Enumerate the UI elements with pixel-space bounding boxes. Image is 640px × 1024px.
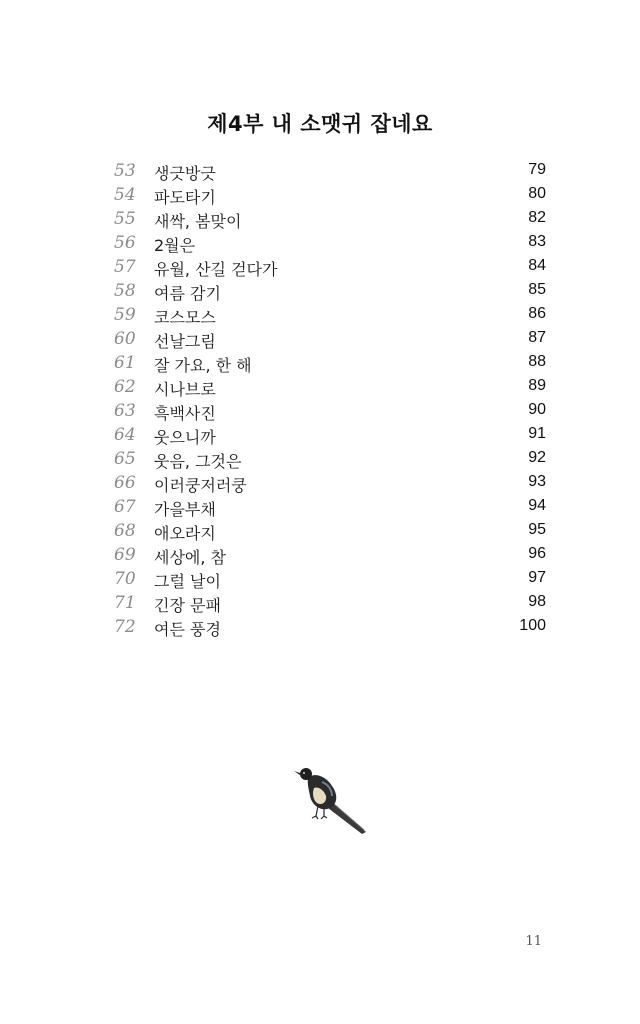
toc-entry[interactable]	[114, 352, 546, 376]
entry-title: 여든 풍경	[154, 620, 221, 639]
entry-page: 88	[528, 353, 546, 370]
entry-number: 67	[114, 497, 136, 517]
entry-title: 흑백사진	[154, 404, 216, 423]
entry-title: 긴장 문패	[154, 596, 221, 615]
entry-page: 90	[528, 401, 546, 418]
entry-title: 웃으니까	[154, 428, 216, 447]
toc-entry[interactable]	[114, 160, 546, 184]
entry-title: 파도타기	[154, 188, 216, 207]
entry-page: 89	[528, 377, 546, 394]
entry-page: 79	[528, 161, 546, 178]
entry-number: 56	[114, 233, 136, 253]
toc-entry[interactable]	[114, 232, 546, 256]
toc-entry[interactable]	[114, 304, 546, 328]
entry-page: 87	[528, 329, 546, 346]
page-number: 11	[525, 934, 542, 949]
entry-page: 84	[528, 257, 546, 274]
entry-title: 시나브로	[154, 380, 216, 399]
toc-entry[interactable]	[114, 184, 546, 208]
toc-entry[interactable]	[114, 376, 546, 400]
entry-number: 58	[114, 281, 136, 301]
entry-page: 85	[528, 281, 546, 298]
entry-title: 선날그림	[154, 332, 216, 351]
entry-page: 94	[528, 497, 546, 514]
entry-number: 54	[114, 185, 136, 205]
entry-number: 61	[114, 353, 136, 373]
section-title: 제4부 내 소맷귀 잡네요	[207, 112, 433, 136]
entry-page: 92	[528, 449, 546, 466]
entry-page: 93	[528, 473, 546, 490]
table-of-contents	[114, 160, 546, 640]
magpie-illustration	[292, 756, 372, 836]
entry-page: 91	[528, 425, 546, 442]
entry-title: 생긋방긋	[154, 164, 216, 183]
entry-number: 71	[114, 593, 136, 613]
toc-entry[interactable]	[114, 400, 546, 424]
entry-page: 95	[528, 521, 546, 538]
entry-title: 여름 감기	[154, 284, 221, 303]
entry-number: 57	[114, 257, 136, 277]
toc-entry[interactable]	[114, 328, 546, 352]
toc-entry[interactable]	[114, 472, 546, 496]
toc-entry[interactable]	[114, 424, 546, 448]
entry-title: 웃음, 그것은	[154, 452, 242, 471]
toc-entry[interactable]	[114, 208, 546, 232]
entry-title: 2월은	[154, 236, 196, 255]
entry-title: 세상에, 참	[154, 548, 226, 567]
toc-entry[interactable]	[114, 280, 546, 304]
entry-number: 70	[114, 569, 136, 589]
toc-entry[interactable]	[114, 448, 546, 472]
entry-title: 잘 가요, 한 해	[154, 356, 252, 375]
entry-number: 69	[114, 545, 136, 565]
entry-number: 72	[114, 617, 136, 637]
entry-number: 66	[114, 473, 136, 493]
entry-page: 80	[528, 185, 546, 202]
entry-page: 98	[528, 593, 546, 610]
entry-page: 82	[528, 209, 546, 226]
entry-number: 62	[114, 377, 136, 397]
entry-number: 53	[114, 161, 136, 181]
entry-page: 100	[519, 617, 546, 634]
toc-entry[interactable]	[114, 616, 546, 640]
entry-page: 83	[528, 233, 546, 250]
entry-title: 새싹, 봄맞이	[154, 212, 242, 231]
entry-number: 55	[114, 209, 136, 229]
entry-title: 유월, 산길 걷다가	[154, 260, 278, 279]
entry-number: 68	[114, 521, 136, 541]
toc-entry[interactable]	[114, 568, 546, 592]
entry-title: 코스모스	[154, 308, 216, 327]
entry-number: 59	[114, 305, 136, 325]
toc-entry[interactable]	[114, 544, 546, 568]
toc-entry[interactable]	[114, 256, 546, 280]
entry-title: 가을부채	[154, 500, 216, 519]
entry-page: 97	[528, 569, 546, 586]
entry-title: 이러쿵저러쿵	[154, 476, 247, 495]
entry-number: 60	[114, 329, 136, 349]
entry-number: 65	[114, 449, 136, 469]
entry-title: 애오라지	[154, 524, 216, 543]
toc-entry[interactable]	[114, 592, 546, 616]
entry-page: 96	[528, 545, 546, 562]
entry-number: 63	[114, 401, 136, 421]
toc-entry[interactable]	[114, 520, 546, 544]
toc-entry[interactable]	[114, 496, 546, 520]
entry-number: 64	[114, 425, 136, 445]
entry-page: 86	[528, 305, 546, 322]
entry-title: 그럴 날이	[154, 572, 221, 591]
